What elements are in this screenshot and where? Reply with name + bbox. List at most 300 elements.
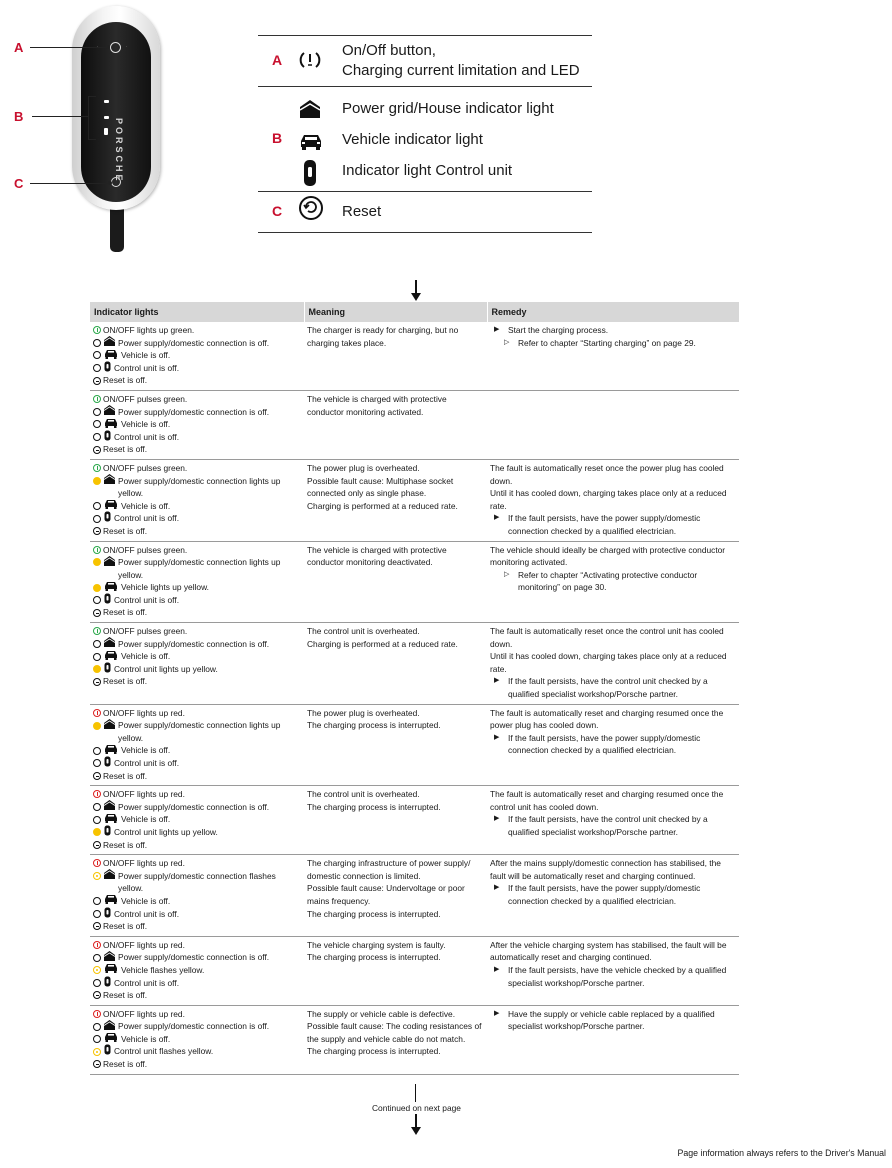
table-row (90, 936, 739, 1005)
indicator-cell (90, 541, 304, 623)
meaning-text: The charging process is interrupted. (307, 908, 441, 919)
indicator-line (93, 895, 301, 908)
off-light-icon (93, 747, 101, 755)
remedy-text: If the fault persists, have the control unit checked by a qualified specialist workshop/Porsche partner. (508, 814, 708, 837)
off-light-icon (93, 339, 101, 347)
indicator-table (90, 302, 739, 1075)
remedy-text: After the vehicle charging system has stabilised, the fault will be automatically reset and charging continued. (490, 939, 727, 963)
indicator-line (93, 951, 301, 964)
remedy-cell (487, 1005, 739, 1074)
remedy-bullet (490, 675, 736, 700)
meaning-text: Charging is performed at a reduced rate. (307, 500, 458, 511)
continued-label: Continued on next page (372, 1103, 461, 1113)
reset-icon (298, 195, 322, 219)
red-power-icon (93, 859, 101, 867)
red-power-icon (93, 709, 101, 717)
indicator-icons (93, 939, 101, 952)
indicator-line (93, 406, 301, 419)
device-led-unit (104, 128, 108, 135)
house-icon (104, 869, 115, 883)
house-icon (298, 97, 322, 121)
indicator-line (93, 638, 301, 651)
device-illustration (0, 0, 200, 260)
indicator-icons (93, 324, 101, 337)
indicator-line (93, 324, 301, 337)
indicator-icons (93, 920, 101, 933)
callout-b-line (32, 116, 88, 117)
indicator-text: Vehicle is off. (121, 895, 171, 906)
indicator-text: ON/OFF pulses green. (103, 462, 188, 473)
legend-text-car: Vehicle indicator light (342, 131, 483, 148)
table-row (90, 704, 739, 786)
remedy-bullet (490, 882, 736, 907)
table-row (90, 855, 739, 937)
indicator-line (93, 362, 301, 375)
reset-light-icon (93, 772, 101, 780)
indicator-line (93, 788, 301, 801)
yellow-flashing-light-icon (93, 872, 101, 880)
off-light-icon (93, 640, 101, 648)
indicator-text: Reset is off. (103, 607, 148, 618)
meaning-text: The charging infrastructure of power supply/ domestic connection is limited. (307, 858, 471, 881)
legend-text-reset: Reset (342, 203, 382, 220)
indicator-text: Control unit lights up yellow. (114, 663, 218, 674)
indicator-line (93, 920, 301, 933)
yellow-flashing-light-icon (93, 1048, 101, 1056)
yellow-light-icon (93, 828, 101, 836)
indicator-icons (93, 431, 111, 444)
indicator-icons (93, 719, 115, 732)
remedy-text: If the fault persists, have the power supply/domestic connection checked by a qualified electrician. (508, 883, 701, 906)
off-light-icon (93, 408, 101, 416)
meaning-text: The charger is ready for charging, but no charging takes place. (307, 325, 459, 348)
indicator-text: ON/OFF lights up red. (103, 707, 185, 718)
callout-b: B (14, 109, 24, 124)
reset-light-icon (93, 1060, 101, 1068)
house-icon (104, 474, 115, 488)
yellow-light-icon (93, 722, 101, 730)
indicator-text: Vehicle is off. (121, 745, 171, 756)
indicator-icons (93, 406, 115, 419)
table-row (90, 1005, 739, 1074)
remedy-cell (487, 390, 739, 459)
indicator-icons (93, 337, 115, 350)
remedy-cell (487, 786, 739, 855)
indicator-line (93, 839, 301, 852)
remedy-text: The fault is automatically reset and charging resumed once the power plug has cooled down. (490, 707, 724, 731)
control-unit-icon (104, 593, 111, 608)
indicator-line (93, 374, 301, 387)
legend-row-a (258, 35, 592, 86)
indicator-line (93, 512, 301, 525)
remedy-text: Have the supply or vehicle cable replaced by a qualified specialist workshop/Porsche partner. (508, 1008, 715, 1032)
remedy-text: Until it has cooled down, charging takes place only at a reduced rate. (490, 488, 727, 511)
control-unit-icon (104, 825, 111, 840)
car-icon (298, 128, 322, 152)
indicator-line (93, 462, 301, 475)
indicator-text: Vehicle is off. (121, 419, 171, 430)
callout-c-dot (108, 181, 112, 185)
remedy-text: If the fault persists, have the power supply/domestic connection checked by a qualified electrician. (508, 732, 701, 756)
off-light-icon (93, 596, 101, 604)
indicator-text: Control unit is off. (114, 758, 180, 768)
remedy-cell (487, 855, 739, 937)
indicator-line (93, 719, 301, 744)
indicator-text: Reset is off. (103, 770, 148, 781)
remedy-text: After the mains supply/domestic connection has stabilised, the fault will be automatically reset and charging continued. (490, 858, 721, 881)
reset-light-icon (93, 922, 101, 930)
indicator-text: ON/OFF pulses green. (103, 626, 188, 637)
indicator-icons (93, 663, 111, 676)
yellow-light-icon (93, 584, 101, 592)
power-button-icon (298, 48, 322, 72)
indicator-icons (93, 826, 111, 839)
remedy-text: The fault is automatically reset once the control unit has cooled down. (490, 626, 724, 649)
house-icon (104, 556, 115, 570)
legend-text-a-line2: Charging current limitation and LED (342, 62, 580, 79)
indicator-text: ON/OFF lights up red. (103, 858, 185, 869)
indicator-icons (93, 544, 101, 557)
continued-line-top (415, 1084, 416, 1102)
house-icon (104, 719, 115, 733)
indicator-icons (93, 1058, 101, 1071)
indicator-icons (93, 556, 115, 569)
meaning-text: Possible fault cause: Undervoltage or poor mains frequency. (307, 883, 465, 906)
reset-light-icon (93, 841, 101, 849)
indicator-line (93, 500, 301, 513)
indicator-icons (93, 462, 101, 475)
meaning-cell (304, 936, 487, 1005)
green-power-icon (93, 395, 101, 403)
yellow-light-icon (93, 558, 101, 566)
remedy-cell (487, 704, 739, 786)
indicator-cell (90, 936, 304, 1005)
legend-text-unit: Indicator light Control unit (342, 162, 513, 179)
indicator-text: Reset is off. (103, 676, 148, 687)
remedy-reference (490, 337, 736, 350)
meaning-text: The charging process is interrupted. (307, 1046, 441, 1057)
indicator-text: Power supply/domestic connection is off. (118, 1021, 270, 1032)
meaning-text: Possible fault cause: The coding resistances of the supply and vehicle cable do not match. (307, 1021, 482, 1044)
indicator-line (93, 1033, 301, 1046)
indicator-text: Reset is off. (103, 1059, 148, 1070)
indicator-text: Control unit is off. (114, 594, 180, 605)
indicator-text: Power supply/domestic connection is off. (118, 406, 270, 417)
house-icon (104, 800, 115, 814)
indicator-cell (90, 390, 304, 459)
legend-text-a (342, 41, 580, 81)
arrow-down-icon (410, 1114, 422, 1136)
indicator-line (93, 443, 301, 456)
indicator-text: Control unit is off. (114, 513, 180, 524)
remedy-bullet (490, 964, 736, 989)
indicator-icons (93, 1045, 111, 1058)
indicator-text: ON/OFF pulses green. (103, 393, 188, 404)
indicator-text: Power supply/domestic connection is off. (118, 638, 270, 649)
legend-table (258, 35, 592, 233)
off-light-icon (93, 433, 101, 441)
indicator-icons (93, 594, 111, 607)
meaning-text: The charging process is interrupted. (307, 952, 441, 963)
meaning-cell (304, 704, 487, 786)
remedy-cell (487, 459, 739, 541)
off-light-icon (93, 515, 101, 523)
legend-text-house: Power grid/House indicator light (342, 100, 554, 117)
remedy-text: Until it has cooled down, charging takes place only at a reduced rate. (490, 651, 727, 674)
yellow-flashing-light-icon (93, 966, 101, 974)
indicator-icons (93, 977, 111, 990)
table-row (90, 623, 739, 705)
control-unit-icon (104, 1044, 111, 1059)
indicator-icons (93, 675, 101, 688)
reset-light-icon (93, 527, 101, 535)
remedy-text: The fault is automatically reset and charging resumed once the control unit has cooled down. (490, 789, 724, 812)
remedy-text: The fault is automatically reset once the power plug has cooled down. (490, 462, 724, 486)
off-light-icon (93, 897, 101, 905)
red-power-icon (93, 941, 101, 949)
device-power-button (110, 42, 121, 53)
device-label-right: · (126, 44, 128, 49)
remedy-text: Start the charging process. (508, 325, 609, 335)
indicator-line (93, 964, 301, 977)
indicator-text: Control unit lights up yellow. (114, 826, 218, 837)
indicator-cell (90, 459, 304, 541)
callout-c: C (14, 176, 24, 191)
remedy-bullet (490, 1008, 736, 1033)
indicator-line (93, 939, 301, 952)
callout-b-bracket (88, 96, 89, 140)
bullet-arrow-icon: ▶ (494, 326, 500, 333)
indicator-line (93, 418, 301, 431)
reference-arrow-icon: ▷ (504, 570, 510, 578)
indicator-text: Power supply/domestic connection lights up yellow. (118, 720, 281, 743)
control-unit-icon (104, 430, 111, 445)
indicator-icons (93, 374, 101, 387)
off-light-icon (93, 653, 101, 661)
remedy-text: Refer to chapter “Activating protective conductor monitoring” on page 30. (518, 569, 698, 593)
remedy-reference (490, 569, 736, 594)
indicator-icons (93, 1020, 115, 1033)
house-icon (104, 1020, 115, 1034)
table-body (90, 322, 739, 1074)
off-light-icon (93, 816, 101, 824)
meaning-text: The vehicle is charged with protective conductor monitoring deactivated. (307, 544, 447, 568)
indicator-text: Reset is off. (103, 839, 148, 850)
indicator-icons (93, 393, 101, 406)
indicator-text: Vehicle lights up yellow. (121, 582, 209, 593)
indicator-text: ON/OFF lights up red. (103, 789, 185, 800)
remedy-text: If the fault persists, have the vehicle checked by a qualified specialist workshop/Porsche partner. (508, 964, 727, 988)
indicator-line (93, 475, 301, 500)
indicator-text: Vehicle is off. (121, 651, 171, 662)
meaning-text: Possible fault cause: Multiphase socket connected only as single phase. (307, 475, 454, 499)
indicator-icons (93, 707, 101, 720)
indicator-text: Power supply/domestic connection is off. (118, 952, 270, 963)
table-row (90, 459, 739, 541)
reset-light-icon (93, 991, 101, 999)
header-remedy: Remedy (487, 302, 739, 322)
indicator-line (93, 1058, 301, 1071)
legend-letter-b: B (272, 130, 283, 146)
header-indicator-lights: Indicator lights (90, 302, 304, 322)
indicator-line (93, 813, 301, 826)
indicator-icons (93, 870, 115, 883)
legend-letter-c: C (272, 203, 283, 219)
legend-text-a-line1: On/Off button, (342, 42, 436, 59)
legend-line-car (258, 124, 592, 155)
indicator-text: Power supply/domestic connection flashes yellow. (118, 870, 276, 894)
indicator-text: Vehicle is off. (121, 500, 171, 511)
green-power-icon (93, 326, 101, 334)
indicator-line (93, 857, 301, 870)
remedy-bullet (490, 324, 736, 337)
remedy-text: If the fault persists, have the power supply/domestic connection checked by a qualified electrician. (508, 513, 701, 536)
indicator-icons (93, 757, 111, 770)
header-meaning: Meaning (304, 302, 487, 322)
indicator-line (93, 977, 301, 990)
bullet-arrow-icon: ▶ (494, 815, 500, 823)
indicator-line (93, 801, 301, 814)
meaning-cell (304, 786, 487, 855)
indicator-icons (93, 606, 101, 619)
indicator-line (93, 770, 301, 783)
legend-line-house (258, 93, 592, 124)
meaning-cell (304, 390, 487, 459)
off-light-icon (93, 1023, 101, 1031)
off-light-icon (93, 759, 101, 767)
indicator-icons (93, 788, 101, 801)
remedy-cell (487, 623, 739, 705)
indicator-text: Reset is off. (103, 444, 148, 455)
remedy-bullet (490, 813, 736, 838)
remedy-cell (487, 322, 739, 390)
control-unit-icon (104, 361, 111, 376)
indicator-line (93, 675, 301, 688)
off-light-icon (93, 910, 101, 918)
indicator-text: ON/OFF lights up red. (103, 939, 185, 950)
indicator-text: Vehicle flashes yellow. (121, 964, 205, 975)
remedy-bullet (490, 512, 736, 537)
green-power-icon (93, 464, 101, 472)
control-unit-icon (104, 756, 111, 771)
off-light-icon (93, 803, 101, 811)
indicator-line (93, 908, 301, 921)
indicator-line (93, 1008, 301, 1021)
indicator-cell (90, 623, 304, 705)
indicator-line (93, 989, 301, 1002)
indicator-text: Reset is off. (103, 525, 148, 536)
indicator-text: ON/OFF pulses green. (103, 544, 188, 555)
remedy-text: Refer to chapter “Starting charging” on page 29. (518, 337, 696, 348)
off-light-icon (93, 954, 101, 962)
indicator-text: Vehicle is off. (121, 350, 171, 361)
indicator-text: ON/OFF lights up green. (103, 325, 195, 335)
meaning-text: Charging is performed at a reduced rate. (307, 638, 458, 649)
indicator-line (93, 544, 301, 557)
control-unit-icon (104, 976, 111, 991)
indicator-cell (90, 322, 304, 390)
indicator-line (93, 556, 301, 581)
indicator-icons (93, 625, 101, 638)
meaning-cell (304, 541, 487, 623)
control-unit-icon (104, 511, 111, 526)
indicator-icons (93, 443, 101, 456)
indicator-cell (90, 1005, 304, 1074)
callout-b-bracket-top (88, 96, 96, 97)
off-light-icon (93, 502, 101, 510)
device-led-house (104, 100, 109, 103)
meaning-text: The vehicle charging system is faulty. (307, 939, 446, 950)
callout-a-dot (106, 45, 110, 49)
bullet-arrow-icon: ▶ (494, 1009, 500, 1017)
green-power-icon (93, 627, 101, 635)
off-light-icon (93, 979, 101, 987)
bullet-arrow-icon: ▶ (494, 884, 500, 892)
indicator-text: Control unit is off. (114, 977, 180, 988)
reset-light-icon (93, 446, 101, 454)
bullet-arrow-icon: ▶ (494, 965, 500, 973)
remedy-text: If the fault persists, have the control unit checked by a qualified specialist workshop/Porsche partner. (508, 676, 708, 700)
indicator-line (93, 393, 301, 406)
table-header-row (90, 302, 739, 322)
callout-b-bracket-bottom (88, 139, 96, 140)
indicator-line (93, 349, 301, 362)
callout-a-line (30, 47, 108, 48)
meaning-text: The power plug is overheated. (307, 707, 420, 718)
indicator-text: Vehicle is off. (121, 814, 171, 825)
indicator-line (93, 1045, 301, 1058)
indicator-line (93, 1020, 301, 1033)
indicator-icons (93, 801, 115, 814)
yellow-light-icon (93, 665, 101, 673)
device-brand-label: PORSCHE (114, 118, 124, 184)
off-light-icon (93, 1035, 101, 1043)
meaning-text: The control unit is overheated. (307, 626, 420, 637)
indicator-line (93, 663, 301, 676)
meaning-cell (304, 623, 487, 705)
meaning-text: The charging process is interrupted. (307, 801, 441, 812)
indicator-line (93, 757, 301, 770)
bullet-arrow-icon: ▶ (494, 677, 500, 685)
arrow-down-icon (410, 280, 422, 302)
remedy-cell (487, 541, 739, 623)
indicator-line (93, 594, 301, 607)
indicator-text: Control unit is off. (114, 908, 180, 919)
reset-light-icon (93, 678, 101, 686)
indicator-text: Reset is off. (103, 921, 148, 932)
off-light-icon (93, 364, 101, 372)
table-row (90, 322, 739, 390)
off-light-icon (93, 351, 101, 359)
indicator-cell (90, 786, 304, 855)
bullet-arrow-icon: ▶ (494, 733, 500, 741)
callout-a: A (14, 40, 24, 55)
house-icon (104, 405, 115, 419)
indicator-line (93, 581, 301, 594)
indicator-line (93, 707, 301, 720)
indicator-line (93, 625, 301, 638)
indicator-text: Reset is off. (103, 990, 148, 1001)
legend-row-b (258, 86, 592, 191)
indicator-icons (93, 512, 111, 525)
reset-light-icon (93, 609, 101, 617)
remedy-cell (487, 936, 739, 1005)
indicator-icons (93, 638, 115, 651)
indicator-text: Control unit flashes yellow. (114, 1046, 214, 1057)
remedy-bullet (490, 732, 736, 757)
indicator-line (93, 826, 301, 839)
indicator-icons (93, 989, 101, 1002)
